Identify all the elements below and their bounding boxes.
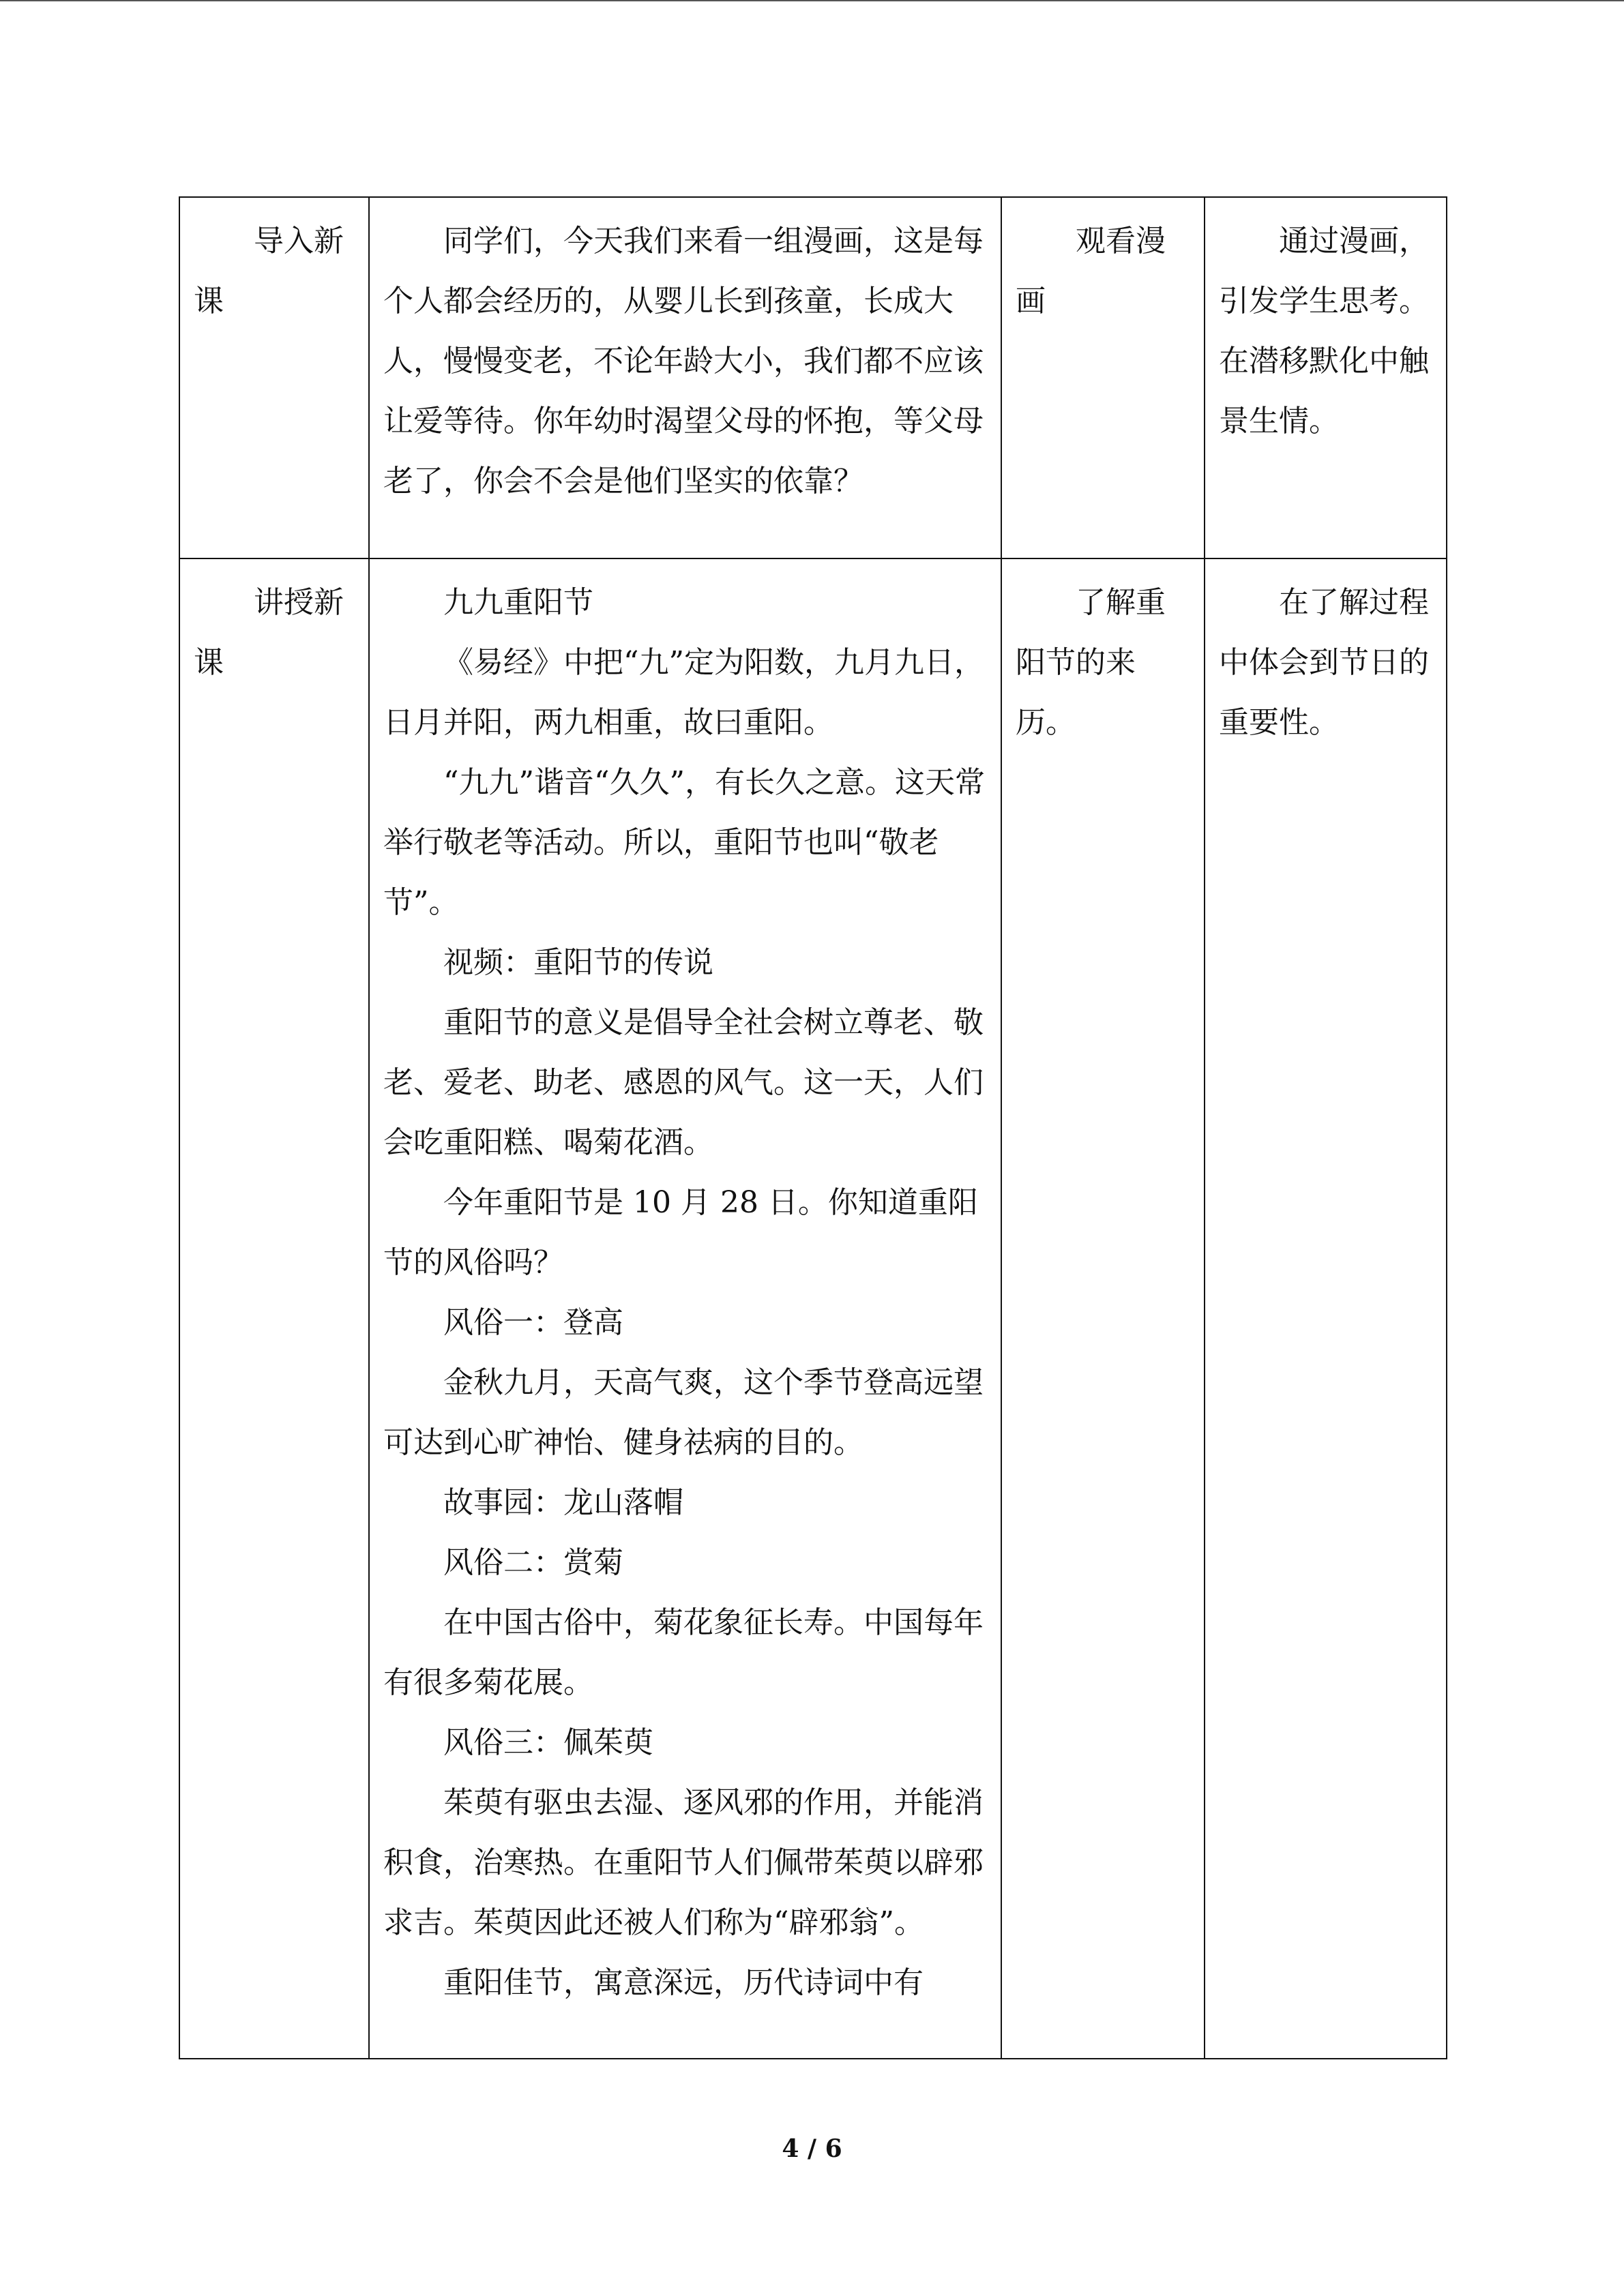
content-cell (369, 197, 1001, 558)
student-activity-text: 了解重阳节的来历。 (1016, 585, 1166, 740)
stage-label: 导入新课 (194, 224, 344, 318)
design-intent-cell (1205, 558, 1447, 2059)
table-row (179, 558, 1447, 2059)
content-heading: 九九重阳节 (443, 585, 593, 620)
design-intent-text: 在了解过程中体会到节日的重要性。 (1219, 585, 1429, 740)
student-activity-cell (1001, 197, 1205, 558)
content-paragraph: 茱萸有驱虫去湿、逐风邪的作用，并能消积食，治寒热。在重阳节人们佩带茱萸以辟邪求吉。茱萸因此还被人们称为“辟邪翁”。 (383, 1785, 984, 1940)
student-activity-cell (1001, 558, 1205, 2059)
content-paragraph: 同学们，今天我们来看一组漫画，这是每个人都会经历的，从婴儿长到孩童，长成大人，慢慢变老，不论年龄大小，我们都不应该让爱等待。你年幼时渴望父母的怀抱，等父母老了，你会不会是他们坚实的依靠？ (383, 224, 984, 498)
stage-cell (179, 558, 369, 2059)
content-paragraph: 今年重阳节是 10 月 28 日。你知道重阳节的风俗吗？ (383, 1185, 978, 1280)
content-paragraph: “九九”谐音“久久”，有长久之意。这天常举行敬老等活动。所以，重阳节也叫“敬老节”。 (383, 765, 985, 920)
content-paragraph: 《易经》中把“九”定为阳数，九月九日，日月并阳，两九相重，故曰重阳。 (383, 645, 984, 740)
content-paragraph: 故事园：龙山落帽 (443, 1485, 683, 1520)
stage-cell (179, 197, 369, 558)
table-row (179, 197, 1447, 558)
content-paragraph: 金秋九月，天高气爽，这个季节登高远望可达到心旷神怡、健身祛病的目的。 (383, 1365, 984, 1460)
stage-label: 讲授新课 (194, 585, 344, 680)
content-paragraph: 重阳节的意义是倡导全社会树立尊老、敬老、爱老、助老、感恩的风气。这一天，人们会吃重阳糕、喝菊花酒。 (383, 1005, 984, 1160)
content-paragraph: 风俗二：赏菊 (443, 1545, 623, 1580)
content-paragraph: 风俗三：佩茱萸 (443, 1725, 653, 1760)
content-paragraph: 在中国古俗中，菊花象征长寿。中国每年有很多菊花展。 (383, 1605, 984, 1700)
design-intent-text: 通过漫画，引发学生思考。在潜移默化中触景生情。 (1219, 224, 1429, 438)
page-number: 4 / 6 (782, 2134, 842, 2163)
top-border-line (0, 0, 1624, 1)
content-paragraph: 视频：重阳节的传说 (443, 945, 713, 980)
content-cell (369, 558, 1001, 2059)
content-paragraph: 风俗一：登高 (443, 1305, 623, 1340)
design-intent-cell (1205, 197, 1447, 558)
content-paragraph: 重阳佳节，寓意深远，历代诗词中有 (443, 1965, 924, 2000)
student-activity-text: 观看漫画 (1016, 224, 1166, 318)
lesson-plan-table (179, 196, 1447, 2059)
